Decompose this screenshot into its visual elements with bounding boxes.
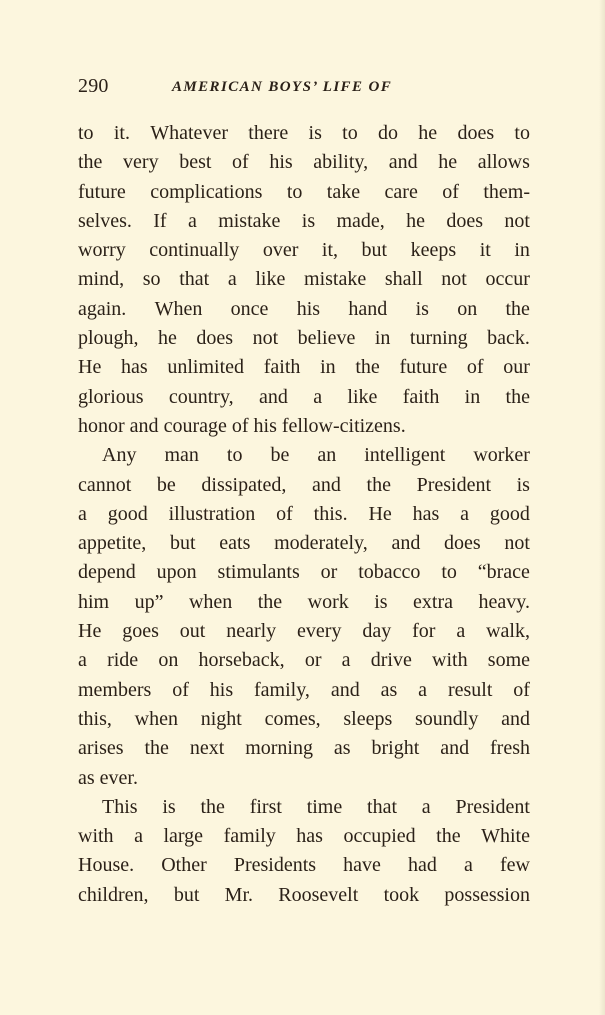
word: on bbox=[158, 649, 179, 672]
word: work bbox=[307, 590, 349, 613]
word: this. bbox=[313, 502, 348, 525]
word: does bbox=[446, 209, 484, 232]
word: he bbox=[438, 151, 458, 174]
text-line bbox=[78, 646, 530, 675]
text-line bbox=[78, 353, 530, 382]
word: had bbox=[408, 854, 437, 877]
text-line bbox=[78, 500, 530, 529]
word: take bbox=[326, 180, 361, 203]
word: on bbox=[457, 297, 478, 320]
word: arises bbox=[78, 737, 124, 760]
word: Roosevelt bbox=[278, 883, 359, 906]
word: faith bbox=[402, 385, 440, 408]
word: keeps bbox=[410, 239, 457, 262]
word: eats bbox=[219, 532, 251, 555]
text-line bbox=[78, 441, 530, 470]
word: him bbox=[78, 590, 110, 613]
paragraph-3 bbox=[78, 793, 530, 910]
word: took bbox=[383, 883, 420, 906]
page-edge-shadow bbox=[599, 0, 605, 1015]
text-line bbox=[78, 822, 530, 851]
word: and bbox=[388, 151, 418, 174]
word: be bbox=[270, 444, 290, 467]
word: over bbox=[262, 239, 299, 262]
word: this, bbox=[78, 707, 112, 730]
word: cannot bbox=[78, 473, 132, 496]
word: He bbox=[78, 620, 102, 643]
word: for bbox=[412, 620, 436, 643]
word: up” bbox=[134, 590, 164, 613]
word: it. bbox=[113, 122, 130, 144]
text-line bbox=[78, 793, 530, 822]
word: man bbox=[164, 444, 199, 467]
word: worker bbox=[473, 444, 530, 467]
word: fellow-citizens. bbox=[281, 414, 406, 437]
word: has bbox=[296, 825, 323, 848]
word: and bbox=[129, 414, 159, 437]
word: day bbox=[362, 620, 392, 643]
word: possession bbox=[444, 883, 530, 906]
word: and bbox=[391, 532, 421, 555]
text-line bbox=[78, 617, 530, 646]
word: back. bbox=[487, 327, 530, 350]
word: extra bbox=[413, 590, 454, 613]
word: a bbox=[460, 502, 470, 525]
word: dissipated, bbox=[201, 473, 287, 496]
word: glorious bbox=[78, 385, 144, 408]
word: be bbox=[156, 473, 176, 496]
word: When bbox=[154, 297, 203, 320]
word: is bbox=[516, 473, 530, 496]
word: morning bbox=[245, 737, 313, 760]
word: occur bbox=[485, 268, 530, 291]
paragraph-2 bbox=[78, 441, 530, 793]
word: once bbox=[230, 297, 269, 320]
word: is bbox=[308, 122, 322, 144]
word: and bbox=[330, 678, 360, 701]
word: ever. bbox=[99, 766, 138, 789]
word: in bbox=[374, 327, 391, 350]
word: that bbox=[367, 795, 398, 818]
text-line bbox=[78, 529, 530, 558]
word: believe bbox=[297, 327, 356, 350]
word: best bbox=[179, 151, 212, 174]
text-line bbox=[78, 265, 530, 294]
word: when bbox=[188, 590, 233, 613]
word: a bbox=[418, 678, 428, 701]
word: of bbox=[231, 414, 249, 437]
word: good bbox=[489, 502, 530, 525]
word: future bbox=[399, 356, 448, 379]
word: as bbox=[333, 737, 351, 760]
word: shall bbox=[384, 268, 423, 291]
word: a bbox=[78, 649, 87, 672]
word: fresh bbox=[490, 737, 530, 760]
word: Other bbox=[161, 854, 207, 877]
word: his bbox=[253, 414, 277, 437]
page-header bbox=[78, 72, 530, 102]
word: in bbox=[320, 356, 336, 379]
word: selves. bbox=[78, 209, 132, 232]
word: occupied bbox=[343, 825, 416, 848]
word: stimulants bbox=[217, 561, 300, 584]
word: to bbox=[441, 561, 457, 584]
word: and bbox=[258, 385, 288, 408]
word: ability, bbox=[313, 151, 369, 174]
word: but bbox=[173, 883, 200, 906]
word: honor bbox=[78, 414, 125, 437]
word: a bbox=[341, 649, 351, 672]
word: the bbox=[436, 825, 461, 848]
word: them- bbox=[483, 180, 530, 203]
word: House. bbox=[78, 854, 135, 877]
word: to bbox=[514, 122, 530, 144]
word: worry bbox=[78, 239, 126, 262]
body-text bbox=[78, 119, 530, 910]
word: is bbox=[415, 297, 429, 320]
word: that bbox=[179, 268, 210, 291]
word: moderately, bbox=[274, 532, 368, 555]
word: like bbox=[347, 385, 378, 408]
word: so bbox=[142, 268, 161, 291]
word: faith bbox=[263, 356, 301, 379]
word: “brace bbox=[477, 561, 530, 584]
word: mistake bbox=[304, 268, 367, 291]
text-line bbox=[78, 588, 530, 617]
word: like bbox=[255, 268, 286, 291]
word: members bbox=[78, 678, 152, 701]
word: and bbox=[312, 473, 341, 496]
word: If bbox=[153, 209, 167, 232]
word: to bbox=[226, 444, 243, 467]
word: few bbox=[499, 854, 530, 877]
word: of bbox=[172, 678, 189, 701]
word: the bbox=[144, 737, 169, 760]
word: This bbox=[102, 795, 138, 818]
text-line bbox=[78, 851, 530, 880]
running-title: AMERICAN BOYS’ LIFE OF bbox=[172, 79, 393, 95]
word: family, bbox=[254, 678, 310, 701]
text-line bbox=[78, 881, 530, 910]
word: the bbox=[200, 795, 225, 818]
word: has bbox=[121, 356, 148, 379]
word: complications bbox=[150, 180, 263, 203]
word: it bbox=[479, 239, 491, 262]
word: to bbox=[286, 180, 303, 203]
text-line bbox=[78, 178, 530, 207]
word: future bbox=[78, 180, 126, 203]
word: it, bbox=[321, 239, 339, 262]
word: first bbox=[249, 795, 282, 818]
word: allows bbox=[477, 151, 530, 174]
word: do bbox=[378, 122, 398, 144]
word: a bbox=[464, 854, 473, 877]
word: courage bbox=[163, 414, 227, 437]
word: a bbox=[456, 620, 466, 643]
word: not bbox=[441, 268, 467, 291]
word: unlimited bbox=[167, 356, 245, 379]
word: but bbox=[361, 239, 388, 262]
word: care bbox=[384, 180, 418, 203]
word: intelligent bbox=[364, 444, 446, 467]
word: is bbox=[374, 590, 388, 613]
word: Mr. bbox=[224, 883, 253, 906]
word: a bbox=[78, 502, 87, 525]
word: illustration bbox=[168, 502, 256, 525]
word: not bbox=[252, 327, 279, 350]
word: does bbox=[457, 122, 495, 144]
word: drive bbox=[370, 649, 412, 672]
word: as bbox=[380, 678, 398, 701]
word: to bbox=[78, 122, 94, 144]
word: does bbox=[444, 532, 481, 555]
word: of bbox=[276, 502, 293, 525]
word: the bbox=[505, 385, 530, 408]
word: not bbox=[504, 532, 530, 555]
text-line bbox=[78, 705, 530, 734]
word: He bbox=[368, 502, 392, 525]
word: President bbox=[455, 795, 530, 818]
word: out bbox=[179, 620, 206, 643]
text-line bbox=[78, 383, 530, 412]
word: the bbox=[78, 151, 103, 174]
word: the bbox=[366, 473, 391, 496]
text-line bbox=[78, 324, 530, 353]
word: there bbox=[248, 122, 289, 144]
word: depend bbox=[78, 561, 136, 584]
word: and bbox=[440, 737, 470, 760]
word: very bbox=[123, 151, 159, 174]
paragraph-1 bbox=[78, 119, 530, 441]
word: is bbox=[162, 795, 176, 818]
word: the bbox=[505, 297, 530, 320]
text-line bbox=[78, 148, 530, 177]
word: have bbox=[343, 854, 381, 877]
word: night bbox=[200, 707, 242, 730]
word: the bbox=[257, 590, 283, 613]
word: a bbox=[313, 385, 323, 408]
word: White bbox=[481, 825, 530, 848]
word: mind, bbox=[78, 268, 125, 291]
word: a bbox=[187, 209, 197, 232]
word: again. bbox=[78, 297, 127, 320]
word: an bbox=[317, 444, 337, 467]
word: but bbox=[170, 532, 196, 555]
word: large bbox=[163, 825, 204, 848]
word: not bbox=[504, 209, 530, 232]
word: mistake bbox=[218, 209, 281, 232]
word: horseback, bbox=[198, 649, 285, 672]
word: plough, bbox=[78, 327, 139, 350]
word: or bbox=[304, 649, 322, 672]
word: of bbox=[442, 180, 459, 203]
word: our bbox=[503, 356, 530, 379]
word: Whatever bbox=[150, 122, 228, 144]
text-line bbox=[78, 207, 530, 236]
word: of bbox=[232, 151, 249, 174]
word: does bbox=[196, 327, 234, 350]
word: or bbox=[320, 561, 338, 584]
word: some bbox=[487, 649, 530, 672]
word: made, bbox=[336, 209, 385, 232]
word: he bbox=[158, 327, 177, 350]
word: walk, bbox=[486, 620, 530, 643]
word: a bbox=[227, 268, 237, 291]
word: family bbox=[223, 825, 276, 848]
word: continually bbox=[149, 239, 240, 262]
word: when bbox=[134, 707, 178, 730]
word: in bbox=[514, 239, 530, 262]
word: tobacco bbox=[358, 561, 421, 584]
word: Presidents bbox=[233, 854, 317, 877]
word: country, bbox=[168, 385, 234, 408]
word: he bbox=[406, 209, 426, 232]
word: to bbox=[342, 122, 358, 144]
word: sleeps bbox=[343, 707, 393, 730]
word: next bbox=[189, 737, 225, 760]
word: he bbox=[418, 122, 438, 144]
word: Any bbox=[102, 444, 137, 467]
text-line bbox=[78, 471, 530, 500]
word: of bbox=[466, 356, 484, 379]
word: children, bbox=[78, 883, 149, 906]
word: soundly bbox=[415, 707, 479, 730]
word: his bbox=[209, 678, 234, 701]
text-line bbox=[78, 734, 530, 763]
text-line bbox=[78, 119, 530, 148]
word: has bbox=[412, 502, 440, 525]
word: upon bbox=[156, 561, 197, 584]
text-line bbox=[78, 558, 530, 587]
word: turning bbox=[409, 327, 468, 350]
word: of bbox=[513, 678, 530, 701]
text-line bbox=[78, 676, 530, 705]
text-line bbox=[78, 764, 530, 793]
word: with bbox=[432, 649, 468, 672]
word: result bbox=[447, 678, 493, 701]
text-line bbox=[78, 295, 530, 324]
word: time bbox=[306, 795, 343, 818]
word: comes, bbox=[264, 707, 321, 730]
word: the bbox=[355, 356, 380, 379]
word: hand bbox=[348, 297, 388, 320]
text-line bbox=[78, 236, 530, 265]
word: and bbox=[501, 707, 530, 730]
word: goes bbox=[122, 620, 159, 643]
text-line bbox=[78, 412, 530, 441]
word: ride bbox=[107, 649, 139, 672]
word: He bbox=[78, 356, 102, 379]
word: as bbox=[78, 766, 95, 789]
word: a bbox=[421, 795, 431, 818]
word: a bbox=[134, 825, 143, 848]
word: with bbox=[78, 825, 114, 848]
word: appetite, bbox=[78, 532, 147, 555]
word: is bbox=[301, 209, 316, 232]
word: good bbox=[107, 502, 148, 525]
word: his bbox=[269, 151, 293, 174]
word: President bbox=[416, 473, 492, 496]
word: in bbox=[464, 385, 481, 408]
word: heavy. bbox=[478, 590, 530, 613]
page-number: 290 bbox=[78, 75, 109, 97]
word: nearly bbox=[226, 620, 277, 643]
word: every bbox=[297, 620, 342, 643]
word: his bbox=[296, 297, 321, 320]
word: bright bbox=[371, 737, 420, 760]
